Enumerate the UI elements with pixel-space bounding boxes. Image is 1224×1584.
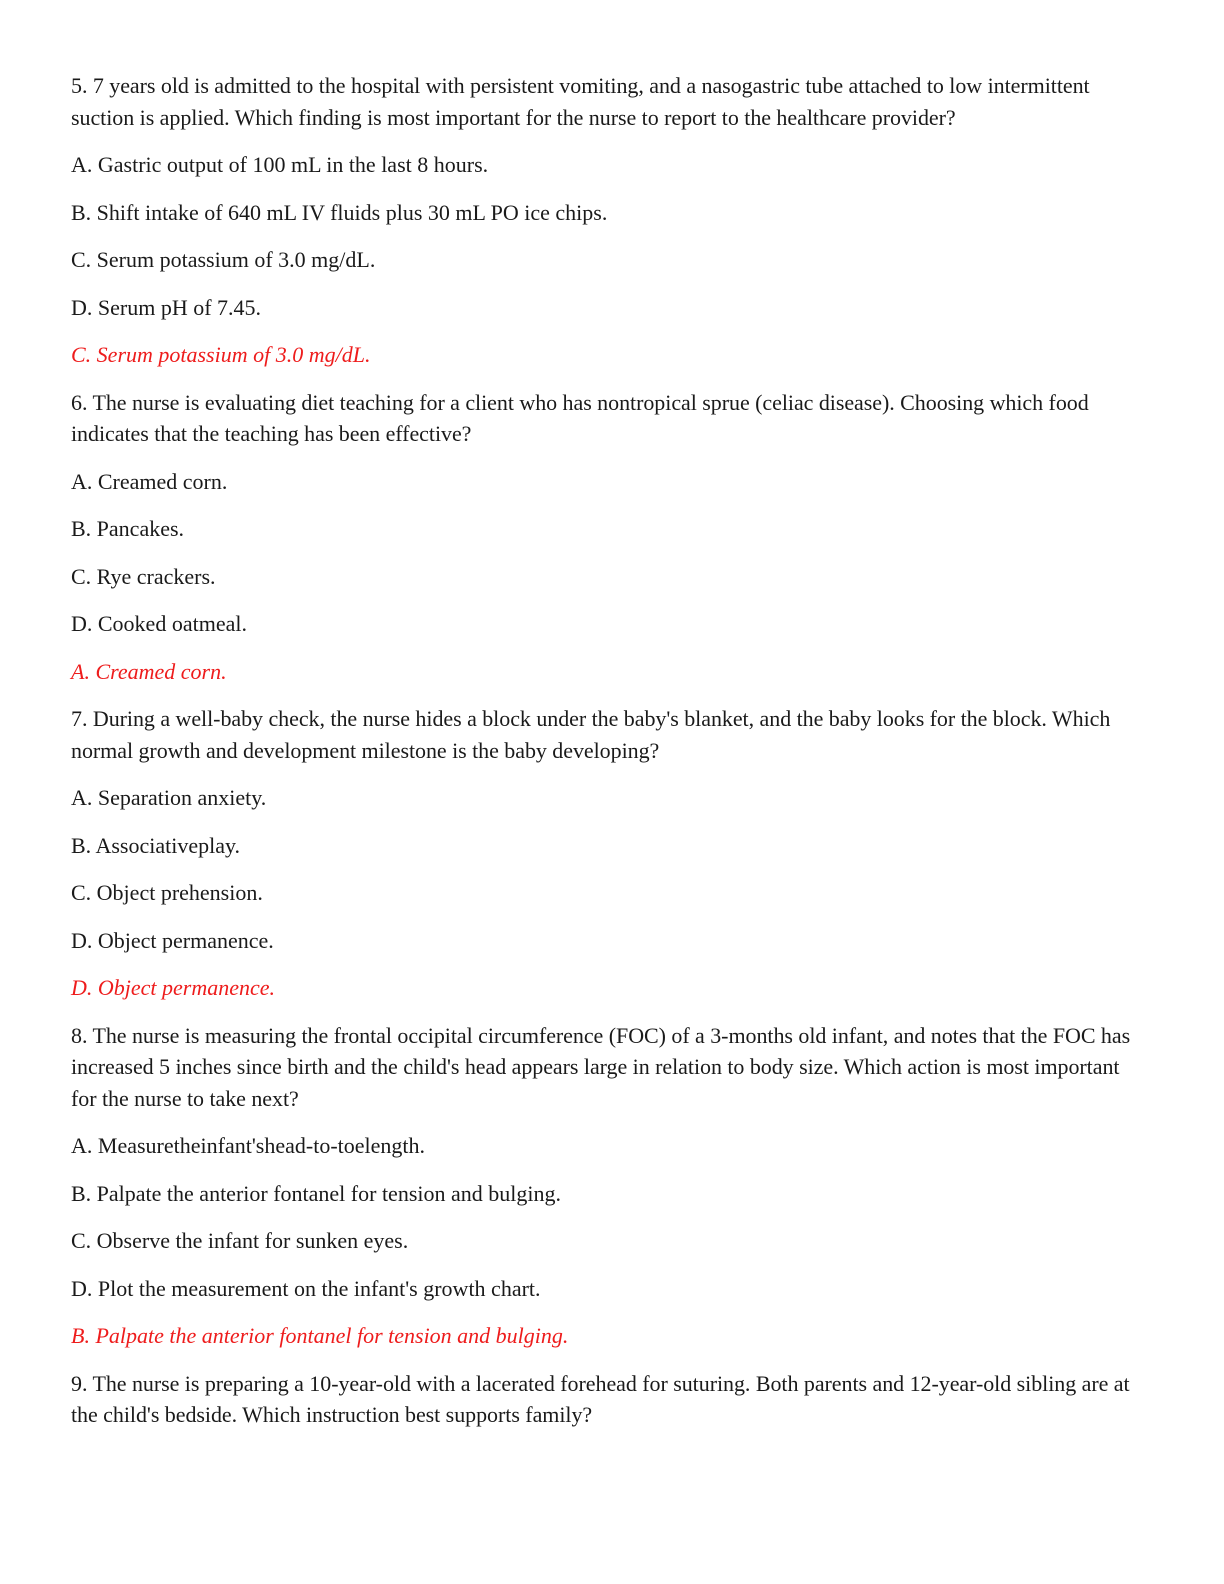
question-6: [71, 387, 1141, 688]
question-7: [71, 703, 1141, 1004]
question-9: [71, 1368, 1141, 1431]
option-c: C. Rye crackers.: [71, 563, 216, 589]
question-8: [71, 1020, 1141, 1352]
option-a: A. Measuretheinfant'shead-to-toelength.: [71, 1133, 426, 1158]
option-c: C. Serum potassium of 3.0 mg/dL.: [71, 247, 376, 272]
answer-key: D. Object permanence.: [71, 975, 276, 1000]
option-d: D. Cooked oatmeal.: [71, 611, 247, 636]
option-c: C. Observe the infant for sunken eyes.: [71, 1228, 409, 1253]
option-d: D. Object permanence.: [71, 927, 274, 953]
option-d: D. Plot the measurement on the infant's growth chart.: [71, 1275, 541, 1301]
option-b: B. Associativeplay.: [71, 832, 241, 858]
answer-key: C. Serum potassium of 3.0 mg/dL.: [71, 342, 371, 367]
question-5: [71, 70, 1141, 371]
question-text: 6. The nurse is evaluating diet teaching for a client who has nontropical sprue (celiac disease). Choosing which food indicates that the teaching has been effective?: [71, 389, 1089, 446]
option-c: C. Object prehension.: [71, 880, 263, 905]
answer-key: B. Palpate the anterior fontanel for tension and bulging.: [71, 1323, 569, 1348]
option-a: A. Gastric output of 100 mL in the last 8 hours.: [71, 152, 489, 177]
option-b: B. Shift intake of 640 mL IV fluids plus 30 mL PO ice chips.: [71, 199, 608, 225]
option-b: B. Palpate the anterior fontanel for tension and bulging.: [71, 1180, 561, 1206]
document-page: [71, 70, 1141, 1447]
question-text: 9. The nurse is preparing a 10-year-old with a lacerated forehead for suturing. Both parents and 12-year-old sibling are at the child's bedside. Which instruction best supports family?: [71, 1370, 1130, 1427]
option-d: D. Serum pH of 7.45.: [71, 294, 262, 320]
option-a: A. Separation anxiety.: [71, 785, 267, 810]
question-text: 7. During a well-baby check, the nurse hides a block under the baby's blanket, and the baby looks for the block. Which normal growth and development milestone is the baby developing?: [71, 706, 1111, 763]
question-text: 5. 7 years old is admitted to the hospital with persistent vomiting, and a nasogastric tube attached to low intermittent suction is applied. Which finding is most important for the nurse to report to the healthcare provider?: [71, 73, 1090, 130]
question-text: 8. The nurse is measuring the frontal occipital circumference (FOC) of a 3-months old infant, and notes that the FOC has increased 5 inches since birth and the child's head appears large in relation to body size. Which action is most important for the nurse to take next?: [71, 1022, 1131, 1111]
option-a: A. Creamed corn.: [71, 468, 228, 494]
option-b: B. Pancakes.: [71, 516, 185, 541]
answer-key: A. Creamed corn.: [71, 658, 227, 684]
